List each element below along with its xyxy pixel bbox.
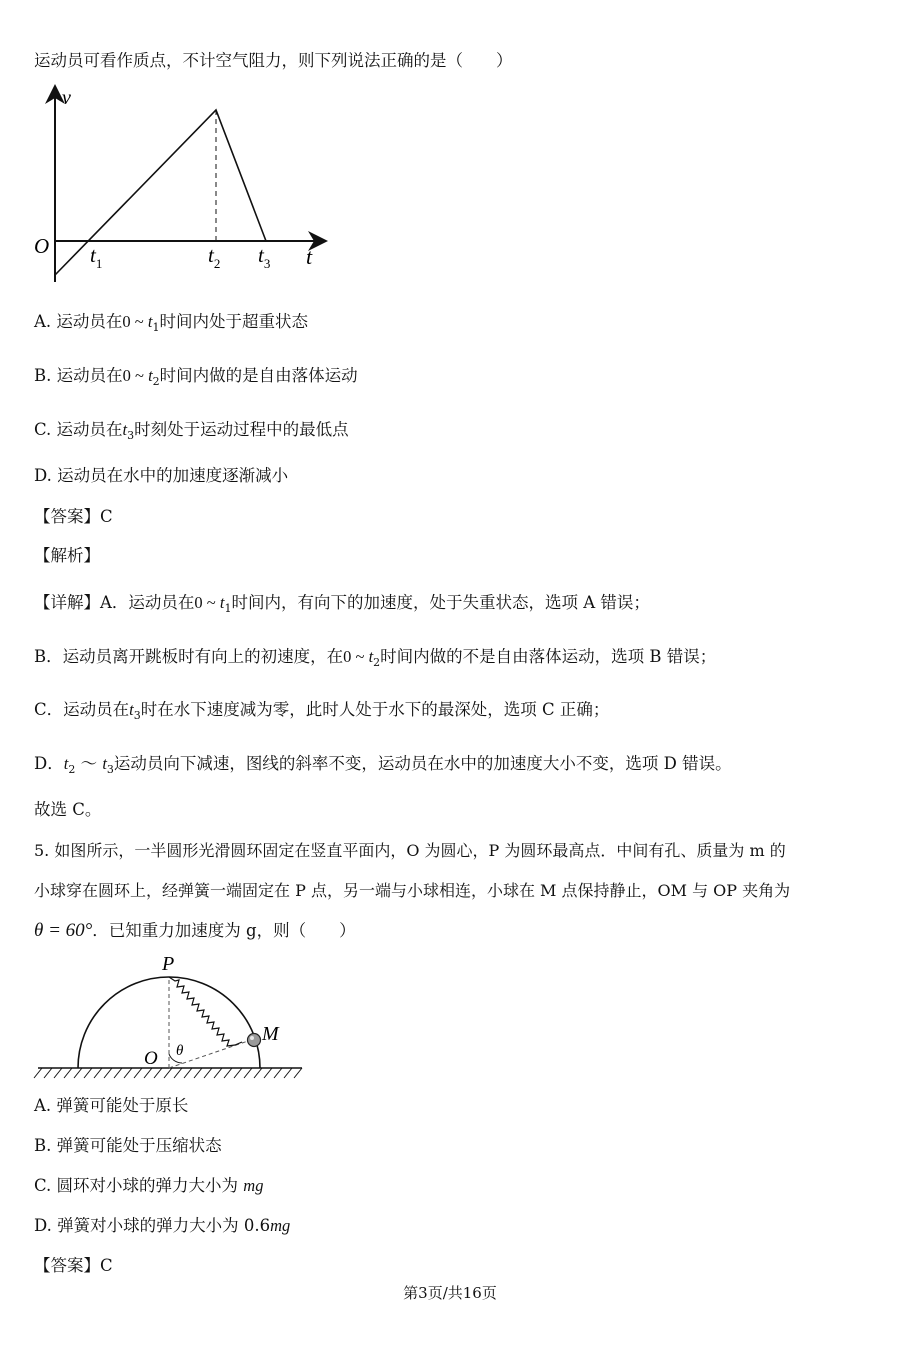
q4-detail-a: 【详解】A．运动员在0 ~ $t_1$时间内，有向下的加速度，处于失重状态，选项 A 错误； <box>34 593 650 615</box>
q5-stem-line3: θ = 60°．已知重力加速度为 g，则（ ） <box>34 920 356 941</box>
q5-option-d: D. 弹簧对小球的弹力大小为 0.6mg <box>34 1216 291 1235</box>
ground-hatching <box>34 1068 302 1078</box>
label-p: P <box>162 953 175 975</box>
q4-analysis-heading: 【解析】 <box>34 546 100 565</box>
q5-answer: 【答案】C <box>34 1256 113 1275</box>
t-label: t <box>306 244 313 269</box>
q4-stem: 运动员可看作质点，不计空气阻力，则下列说法正确的是（ ） <box>34 51 513 70</box>
q5-option-a: A. 弹簧可能处于原长 <box>34 1096 189 1115</box>
ring-figure <box>32 950 307 1082</box>
q5-option-c: C. 圆环对小球的弹力大小为 mg <box>34 1176 264 1195</box>
q4-option-b: B. 运动员在0 ~ $t_2$时间内做的是自由落体运动 <box>34 366 358 388</box>
t2-label: $t_2$ <box>208 243 221 271</box>
q4-detail-c: C．运动员在$t_3$时在水下速度减为零，此时人处于水下的最深处，选项 C 正确； <box>34 700 610 722</box>
ball-m <box>248 1034 261 1047</box>
q5-stem-line1: 5. 如图所示，一半圆形光滑圆环固定在竖直平面内，O 为圆心，P 为圆环最高点．中间有孔、质量为 m 的 <box>34 841 786 860</box>
q4-option-d: D. 运动员在水中的加速度逐渐减小 <box>34 466 289 485</box>
q4-conclusion: 故选 C。 <box>34 800 102 819</box>
vt-graph <box>28 82 338 282</box>
q4-option-a: A. 运动员在0 ~ $t_1$时间内处于超重状态 <box>34 312 308 334</box>
t1-label: $t_1$ <box>90 243 103 271</box>
q4-detail-b: B．运动员离开跳板时有向上的初速度，在0 ~ $t_2$时间内做的不是自由落体运动，选项 B 错误； <box>34 647 717 669</box>
page-footer: 第3页/共16页 <box>403 1284 497 1302</box>
q4-detail-d: D．$t_2$ ～ $t_3$运动员向下减速，图线的斜率不变，运动员在水中的加速度大小不变，选项 D 错误。 <box>34 754 732 776</box>
q5-option-b: B. 弹簧可能处于压缩状态 <box>34 1136 222 1155</box>
q5-stem-line2: 小球穿在圆环上，经弹簧一端固定在 P 点，另一端与小球相连，小球在 M 点保持静止，OM 与 OP 夹角为 <box>34 881 791 900</box>
velocity-line <box>55 110 266 275</box>
spring <box>169 977 242 1046</box>
label-o: O <box>144 1048 158 1069</box>
label-theta: θ <box>176 1043 184 1059</box>
q4-option-c: C. 运动员在$t_3$时刻处于运动过程中的最低点 <box>34 420 349 442</box>
origin-label: O <box>34 234 50 258</box>
label-m: M <box>262 1023 279 1045</box>
t3-label: $t_3$ <box>258 243 271 271</box>
v-label: v <box>62 87 71 109</box>
q4-answer: 【答案】C <box>34 507 113 526</box>
